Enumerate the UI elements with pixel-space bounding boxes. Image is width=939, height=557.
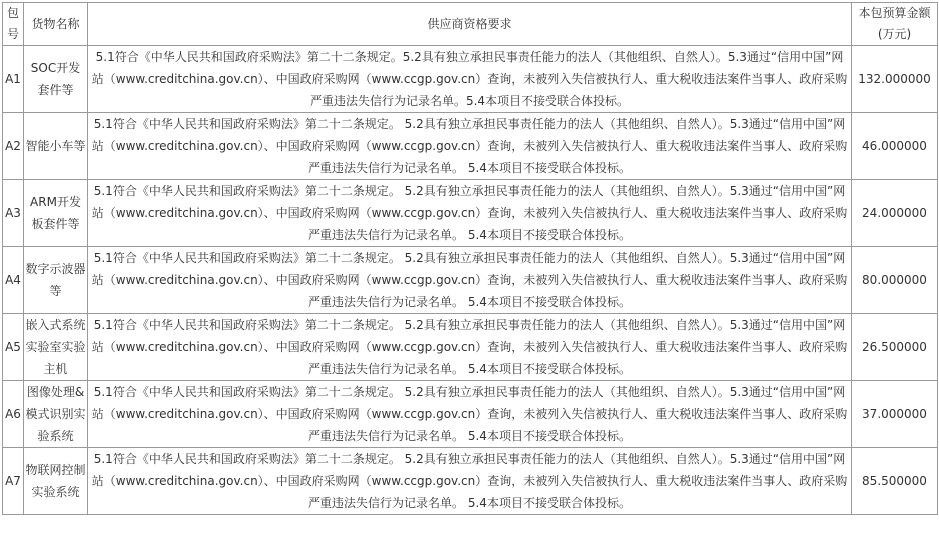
requirements-cell: 5.1符合《中华人民共和国政府采购法》第二十二条规定。 5.2具有独立承担民事责任能力的法人（其他组织、自然人）。5.3通过“信用中国”网站（www.creditchina.gov.cn）、中国政府采购网（www.ccgp.gov.cn）查询，未被列入失信被执行人、重大税收违法案件当事人、政府采购严重违法失信行为记录名单。 5.4本项目不接受联合体投标。 [88, 381, 852, 448]
requirements-cell: 5.1符合《中华人民共和国政府采购法》第二十二条规定。5.2具有独立承担民事责任能力的法人（其他组织、自然人）。5.3通过“信用中国”网站（www.creditchina.gov.cn）、中国政府采购网（www.ccgp.gov.cn）查询，未被列入失信被执行人、重大税收违法案件当事人、政府采购严重违法失信行为记录名单。5.4本项目不接受联合体投标。 [88, 46, 852, 113]
budget-cell: 46.000000 [852, 113, 938, 180]
budget-cell: 132.000000 [852, 46, 938, 113]
goods-name-cell: SOC开发套件等 [24, 46, 88, 113]
goods-name-cell: ARM开发板套件等 [24, 180, 88, 247]
header-budget: 本包预算金额(万元) [852, 3, 938, 46]
requirements-cell: 5.1符合《中华人民共和国政府采购法》第二十二条规定。 5.2具有独立承担民事责任能力的法人（其他组织、自然人）。5.3通过“信用中国”网站（www.creditchina.gov.cn）、中国政府采购网（www.ccgp.gov.cn）查询，未被列入失信被执行人、重大税收违法案件当事人、政府采购严重违法失信行为记录名单。 5.4本项目不接受联合体投标。 [88, 314, 852, 381]
table-row [3, 314, 938, 381]
table-row [3, 113, 938, 180]
header-package-no: 包号 [3, 3, 24, 46]
package-no-cell: A3 [3, 180, 24, 247]
budget-cell: 85.500000 [852, 448, 938, 515]
package-no-cell: A2 [3, 113, 24, 180]
table-row [3, 381, 938, 448]
package-no-cell: A1 [3, 46, 24, 113]
supplier-requirements-table [2, 2, 938, 515]
package-no-cell: A5 [3, 314, 24, 381]
goods-name-cell: 物联网控制实验系统 [24, 448, 88, 515]
budget-cell: 80.000000 [852, 247, 938, 314]
table-row [3, 180, 938, 247]
goods-name-cell: 智能小车等 [24, 113, 88, 180]
package-no-cell: A6 [3, 381, 24, 448]
table-row [3, 448, 938, 515]
requirements-cell: 5.1符合《中华人民共和国政府采购法》第二十二条规定。 5.2具有独立承担民事责任能力的法人（其他组织、自然人）。5.3通过“信用中国”网站（www.creditchina.gov.cn）、中国政府采购网（www.ccgp.gov.cn）查询，未被列入失信被执行人、重大税收违法案件当事人、政府采购严重违法失信行为记录名单。 5.4本项目不接受联合体投标。 [88, 448, 852, 515]
package-no-cell: A4 [3, 247, 24, 314]
header-goods-name: 货物名称 [24, 3, 88, 46]
requirements-cell: 5.1符合《中华人民共和国政府采购法》第二十二条规定。 5.2具有独立承担民事责任能力的法人（其他组织、自然人）。5.3通过“信用中国”网站（www.creditchina.gov.cn）、中国政府采购网（www.ccgp.gov.cn）查询，未被列入失信被执行人、重大税收违法案件当事人、政府采购严重违法失信行为记录名单。 5.4本项目不接受联合体投标。 [88, 247, 852, 314]
package-no-cell: A7 [3, 448, 24, 515]
goods-name-cell: 图像处理&模式识别实验系统 [24, 381, 88, 448]
budget-cell: 24.000000 [852, 180, 938, 247]
budget-cell: 37.000000 [852, 381, 938, 448]
requirements-cell: 5.1符合《中华人民共和国政府采购法》第二十二条规定。 5.2具有独立承担民事责任能力的法人（其他组织、自然人）。5.3通过“信用中国”网站（www.creditchina.gov.cn）、中国政府采购网（www.ccgp.gov.cn）查询，未被列入失信被执行人、重大税收违法案件当事人、政府采购严重违法失信行为记录名单。 5.4本项目不接受联合体投标。 [88, 180, 852, 247]
table-row [3, 46, 938, 113]
table-row [3, 247, 938, 314]
budget-cell: 26.500000 [852, 314, 938, 381]
table-header-row [3, 3, 938, 46]
goods-name-cell: 嵌入式系统实验室实验主机 [24, 314, 88, 381]
goods-name-cell: 数字示波器等 [24, 247, 88, 314]
requirements-cell: 5.1符合《中华人民共和国政府采购法》第二十二条规定。 5.2具有独立承担民事责任能力的法人（其他组织、自然人）。5.3通过“信用中国”网站（www.creditchina.gov.cn）、中国政府采购网（www.ccgp.gov.cn）查询，未被列入失信被执行人、重大税收违法案件当事人、政府采购严重违法失信行为记录名单。 5.4本项目不接受联合体投标。 [88, 113, 852, 180]
header-supplier-requirements: 供应商资格要求 [88, 3, 852, 46]
